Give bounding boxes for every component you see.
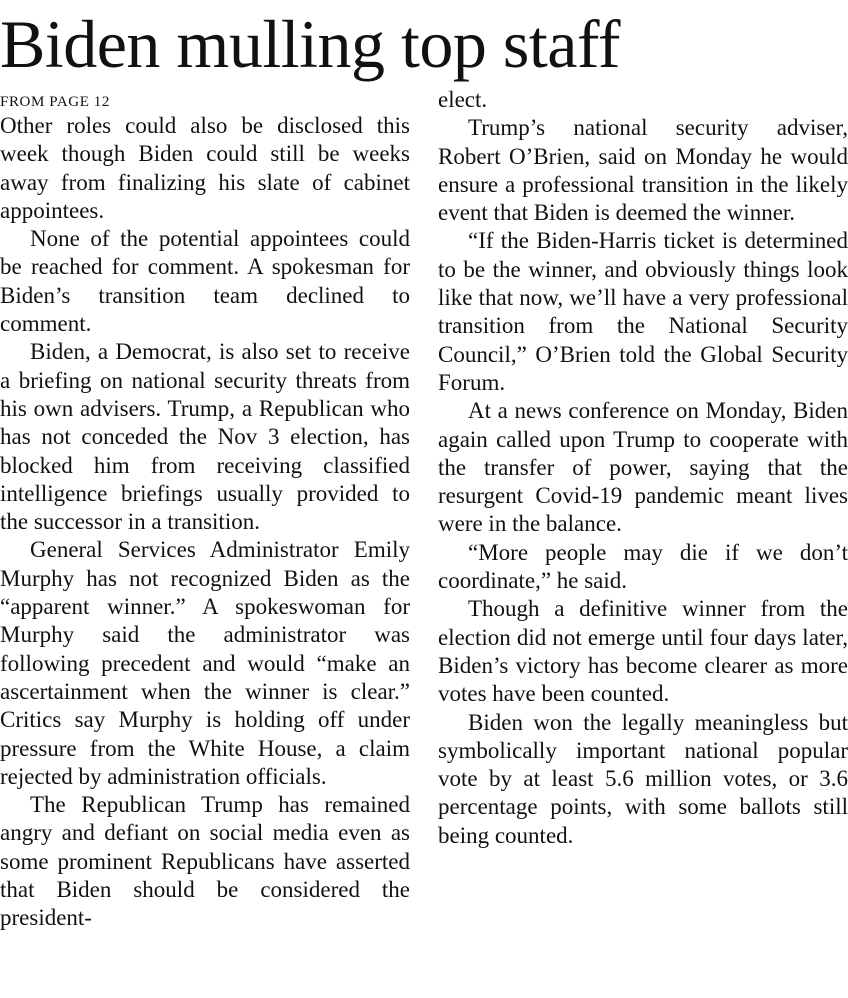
paragraph: General Services Administrator Emily Murphy has not recognized Biden as the “apparent winner.” A spokeswoman for Murphy said the administrator was following precedent and would “make an ascertainment when the winner is clear.” Critics say Murphy is holding off under pressure from the White House, a claim rejected by administration officials.	[0, 537, 410, 789]
paragraph: Though a definitive winner from the election did not emerge until four days later, Biden’s victory has become clearer as more votes have been counted.	[438, 596, 848, 707]
paragraph: At a news conference on Monday, Biden again called upon Trump to cooperate with the transfer of power, saying that the resurgent Covid-19 pandemic meant lives were in the balance.	[438, 398, 848, 537]
paragraph: None of the potential appointees could be reached for comment. A spokesman for Biden’s transition team declined to comment.	[0, 226, 410, 337]
article-column-right	[438, 87, 848, 850]
headline: Biden mulling top staff	[0, 6, 620, 82]
paragraph: Other roles could also be disclosed this week though Biden could still be weeks away from finalizing his slate of cabinet appointees.	[0, 113, 410, 223]
paragraph-continuation: elect.	[438, 87, 488, 112]
article-column-left	[0, 92, 410, 933]
continued-from-kicker: FROM PAGE 12	[0, 94, 111, 110]
paragraph: Trump’s national security adviser, Robert O’Brien, said on Monday he would ensure a professional transition in the likely event that Biden is deemed the winner.	[438, 115, 848, 226]
paragraph: The Republican Trump has remained angry and defiant on social media even as some prominent Republicans have asserted that Biden should be considered the president-	[0, 792, 410, 931]
paragraph: “If the Biden-Harris ticket is determined to be the winner, and obviously things look like that now, we’ll have a very professional transition from the National Security Council,” O’Brien told the Global Security Forum.	[438, 228, 848, 395]
paragraph: Biden, a Democrat, is also set to receive a briefing on national security threats from his own advisers. Trump, a Republican who has not conceded the Nov 3 election, has blocked him from receiving classified intelligence briefings usually provided to the successor in a transition.	[0, 339, 410, 535]
paragraph: Biden won the legally meaningless but symbolically important national popular vote by at least 5.6 million votes, or 3.6 percentage points, with some ballots still being counted.	[438, 709, 848, 848]
paragraph: “More people may die if we don’t coordinate,” he said.	[438, 539, 848, 594]
